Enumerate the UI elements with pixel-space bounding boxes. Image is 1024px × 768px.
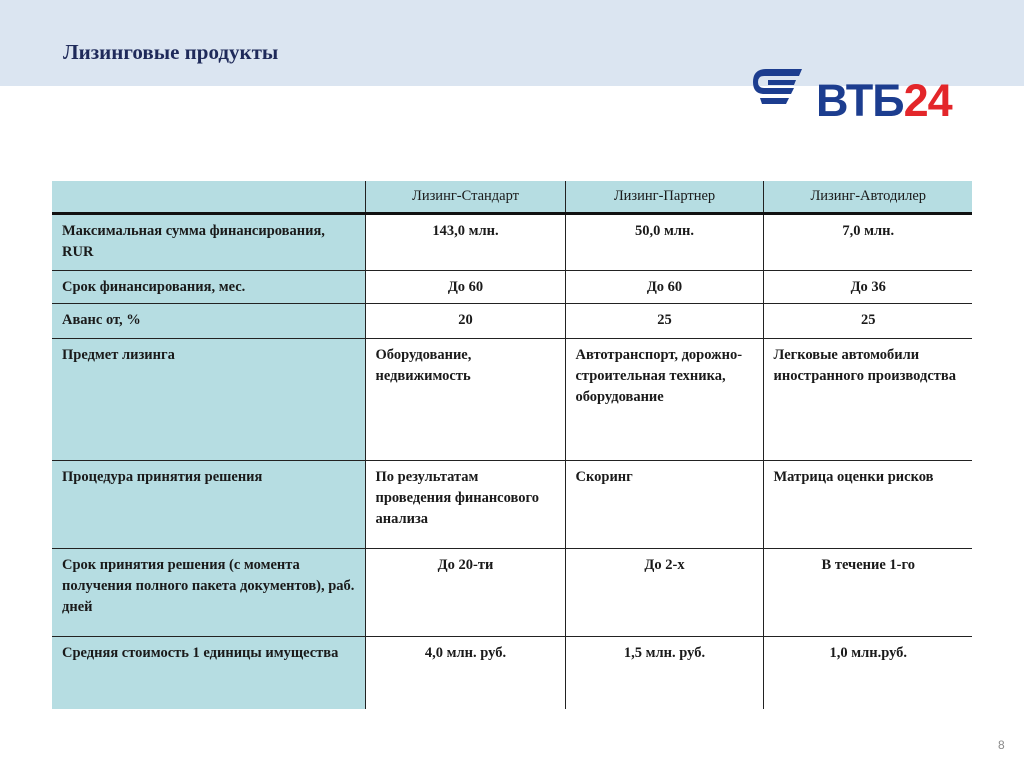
table-cell: До 36 <box>763 271 972 304</box>
table-row <box>52 214 972 271</box>
row-label: Максимальная сумма финансирования, RUR <box>52 214 365 271</box>
brand-number: 24 <box>903 75 952 126</box>
table-cell: Автотранспорт, дорожно-строительная техника, оборудование <box>565 339 763 461</box>
table-cell: Скоринг <box>565 461 763 549</box>
table-row <box>52 549 972 637</box>
table-cell: По результатам проведения финансового анализа <box>365 461 565 549</box>
table-cell: 25 <box>763 304 972 339</box>
table-row <box>52 271 972 304</box>
row-label: Срок финансирования, мес. <box>52 271 365 304</box>
table-cell: До 20-ти <box>365 549 565 637</box>
table-cell: До 2-х <box>565 549 763 637</box>
table-row <box>52 461 972 549</box>
slide-title: Лизинговые продукты <box>63 40 279 64</box>
table-cell: 20 <box>365 304 565 339</box>
table-cell: 50,0 млн. <box>565 214 763 271</box>
header-corner-cell <box>52 181 365 214</box>
table-header-row <box>52 181 972 214</box>
row-label: Предмет лизинга <box>52 339 365 461</box>
table-cell: 25 <box>565 304 763 339</box>
row-label: Аванс от, % <box>52 304 365 339</box>
row-label: Средняя стоимость 1 единицы имущества <box>52 637 365 709</box>
column-header-autodealer: Лизинг-Автодилер <box>763 181 972 214</box>
table-cell: До 60 <box>565 271 763 304</box>
vtb24-logo <box>752 62 972 128</box>
column-header-standard: Лизинг-Стандарт <box>365 181 565 214</box>
table-cell: 1,5 млн. руб. <box>565 637 763 709</box>
table-cell: Оборудование, недвижимость <box>365 339 565 461</box>
table-row <box>52 339 972 461</box>
table-cell: 7,0 млн. <box>763 214 972 271</box>
table-cell: В течение 1-го <box>763 549 972 637</box>
table-cell: 4,0 млн. руб. <box>365 637 565 709</box>
column-header-partner: Лизинг-Партнер <box>565 181 763 214</box>
vtb-emblem-icon <box>752 66 804 110</box>
row-label: Процедура принятия решения <box>52 461 365 549</box>
brand-letters: ВТБ <box>816 75 904 126</box>
table-cell: 1,0 млн.руб. <box>763 637 972 709</box>
table-row <box>52 304 972 339</box>
brand-wordmark <box>816 76 952 126</box>
row-label: Срок принятия решения (с момента получения полного пакета документов), раб. дней <box>52 549 365 637</box>
leasing-products-table <box>52 181 972 709</box>
table-cell: Легковые автомобили иностранного производства <box>763 339 972 461</box>
table-row <box>52 637 972 709</box>
table-cell: Матрица оценки рисков <box>763 461 972 549</box>
table-cell: До 60 <box>365 271 565 304</box>
table-cell: 143,0 млн. <box>365 214 565 271</box>
page-number: 8 <box>998 738 1005 752</box>
